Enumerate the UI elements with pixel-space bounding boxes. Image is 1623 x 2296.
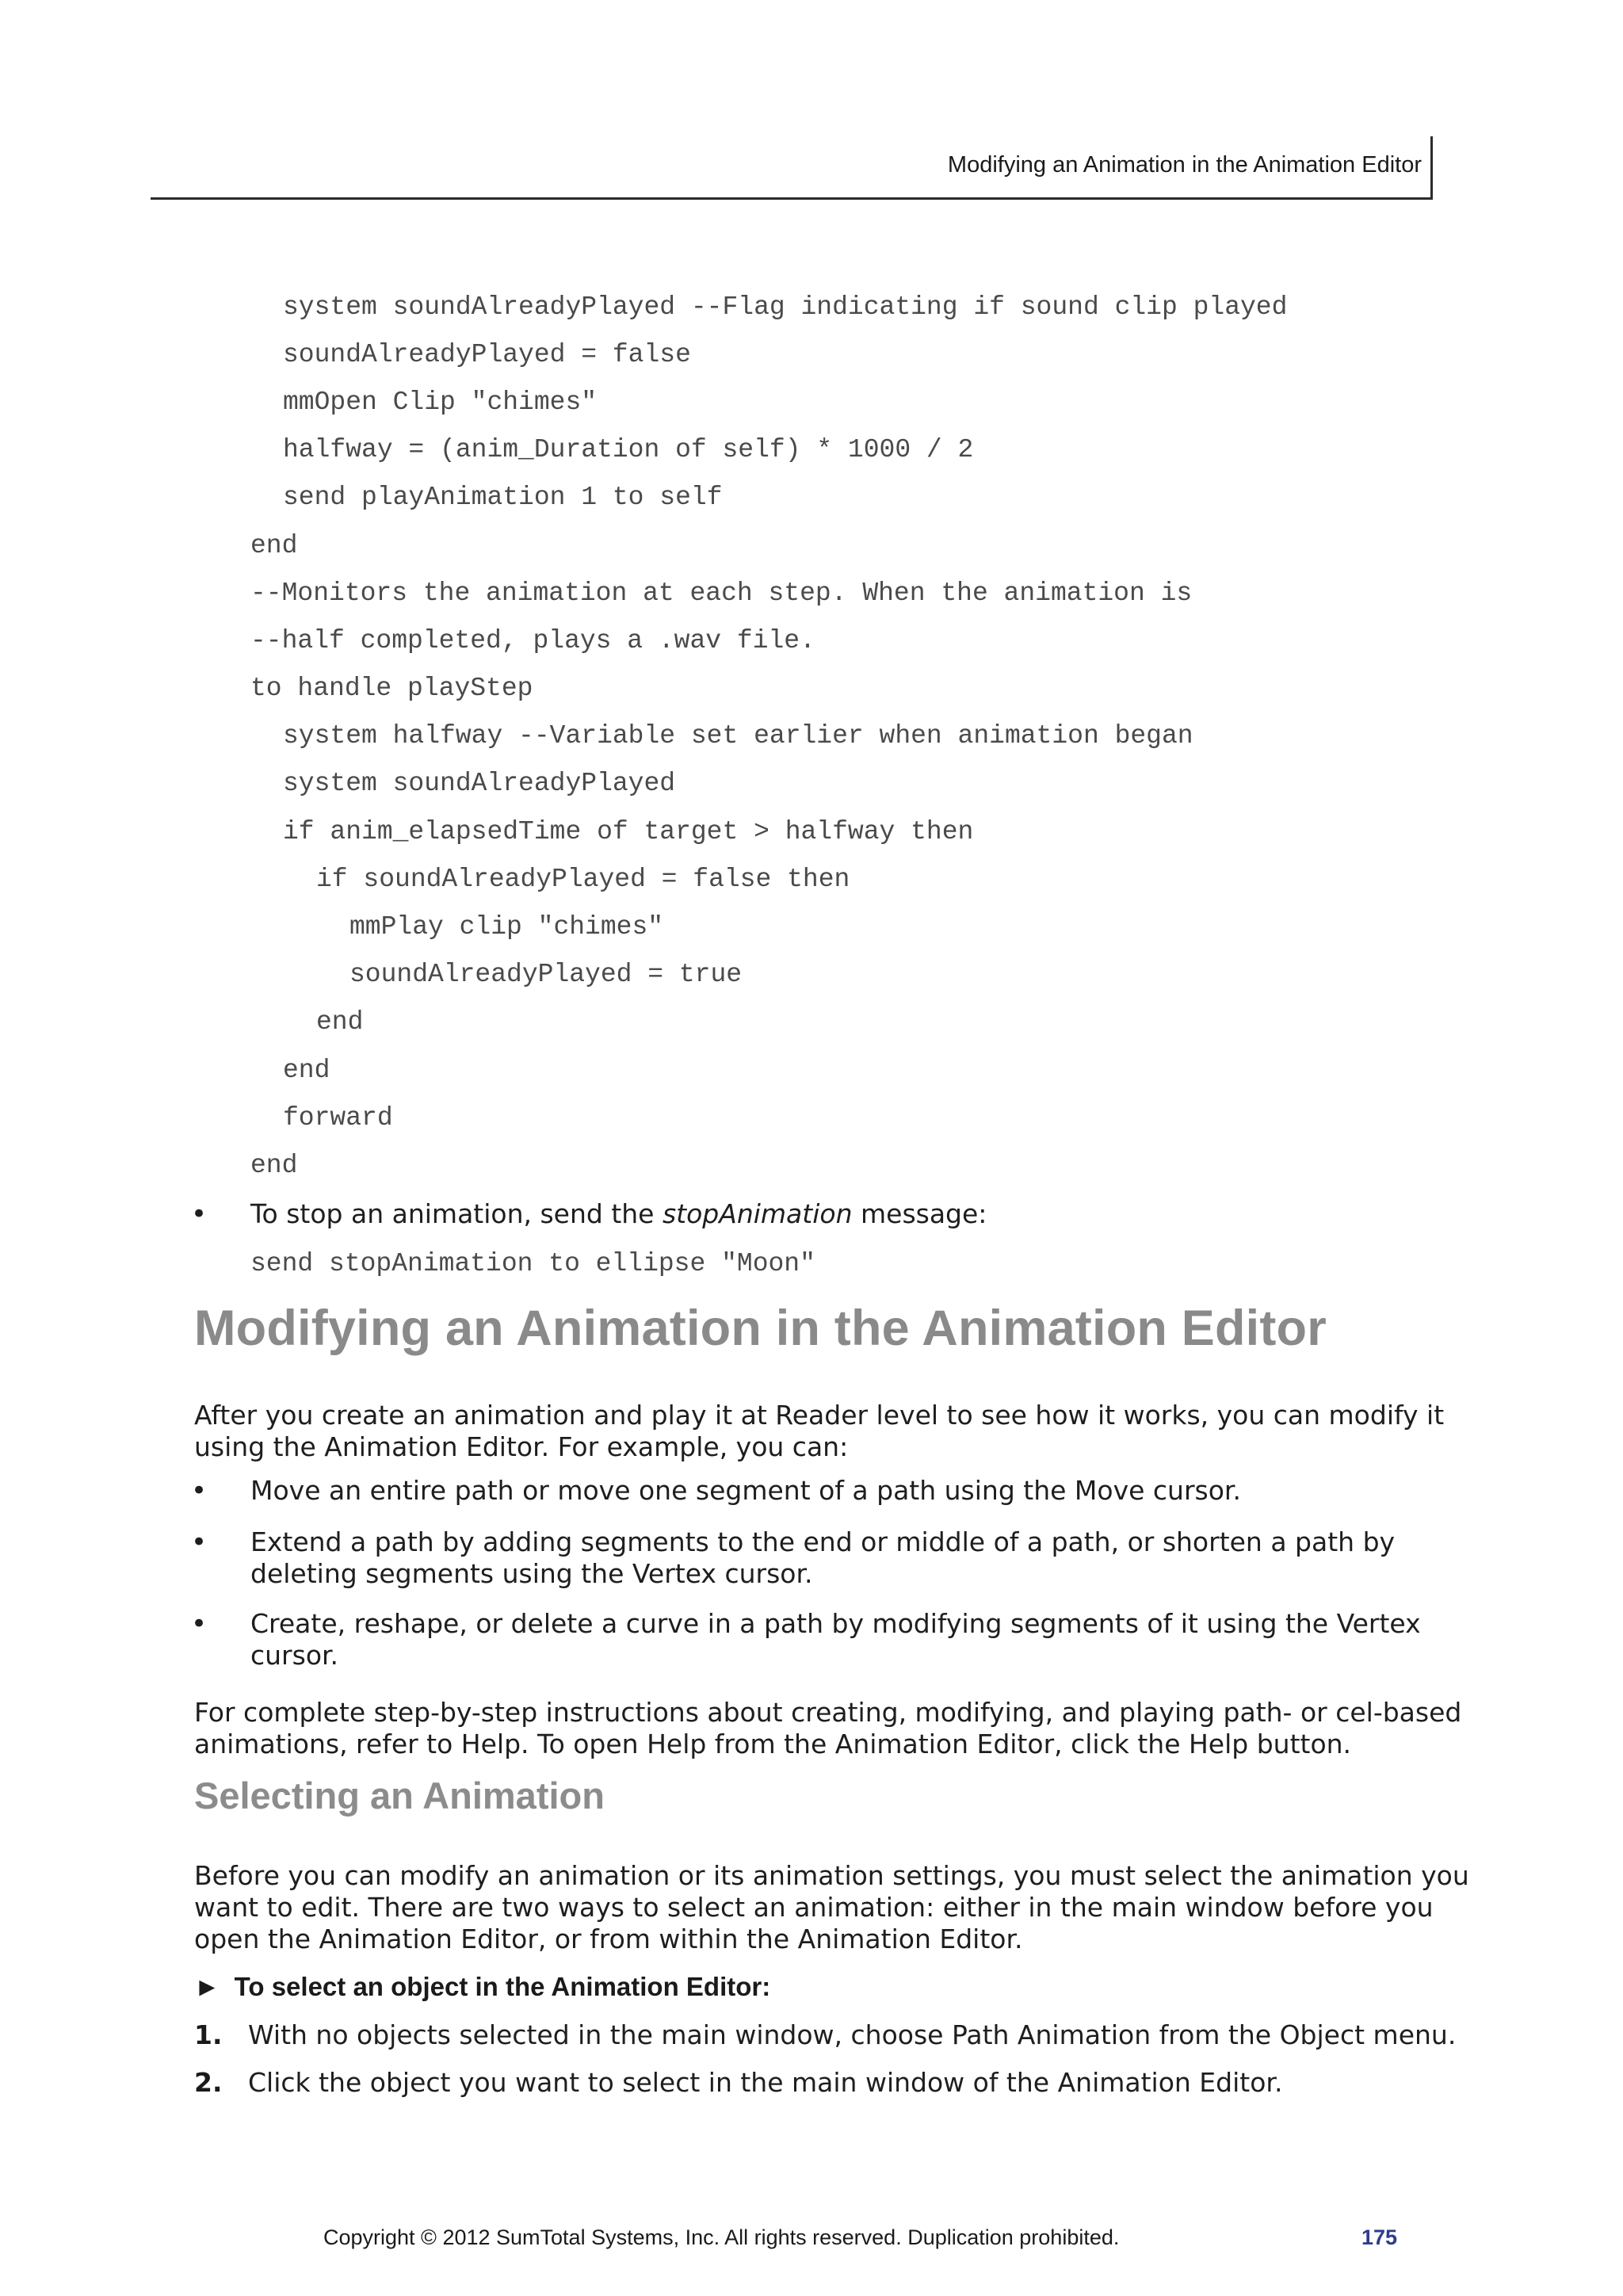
bullet-marker: • <box>191 1608 208 1640</box>
code-line: if soundAlreadyPlayed = false then <box>316 865 850 894</box>
procedure-heading <box>194 1972 770 2002</box>
step-text: With no objects selected in the main window, choose Path Animation from the Object menu. <box>248 2019 1457 2050</box>
code-line: end <box>250 531 298 560</box>
copyright-footer: Copyright © 2012 SumTotal Systems, Inc. All rights reserved. Duplication prohibited. <box>323 2225 1120 2249</box>
bullet-marker: • <box>191 1475 208 1507</box>
subsection-body-line: open the Animation Editor, or from within the Animation Editor. <box>194 1924 1023 1954</box>
step-number: 1. <box>194 2019 223 2050</box>
page-number: 175 <box>1361 2225 1398 2249</box>
subsection-body-line: want to edit. There are two ways to select an animation: either in the main window before you <box>194 1892 1434 1923</box>
running-header: Modifying an Animation in the Animation Editor <box>947 152 1422 178</box>
procedure-title: To select an object in the Animation Editor: <box>234 1972 771 2001</box>
stop-suffix: message: <box>852 1198 987 1229</box>
step-number: 2. <box>194 2067 223 2098</box>
code-line: end <box>283 1056 330 1085</box>
code-line: --Monitors the animation at each step. When the animation is <box>250 579 1193 608</box>
code-line: soundAlreadyPlayed = true <box>349 960 743 989</box>
bullet-marker: • <box>191 1526 208 1558</box>
header-rule <box>151 197 1433 200</box>
code-line: forward <box>283 1103 393 1133</box>
code-line: if anim_elapsedTime of target > halfway then <box>283 817 974 846</box>
code-line: mmPlay clip "chimes" <box>349 912 664 942</box>
code-line: mmOpen Clip "chimes" <box>283 388 598 417</box>
code-line: send playAnimation 1 to self <box>283 483 723 512</box>
code-line: --half completed, plays a .wav file. <box>250 626 815 655</box>
step-text: Click the object you want to select in the main window of the Animation Editor. <box>248 2067 1283 2098</box>
code-line: halfway = (anim_Duration of self) * 1000 / 2 <box>283 435 974 464</box>
list-item-continued: deleting segments using the Vertex cursor. <box>250 1558 813 1589</box>
stop-emphasis: stopAnimation <box>662 1198 853 1229</box>
help-line: For complete step-by-step instructions about creating, modifying, and playing path- or cel-based <box>194 1697 1462 1728</box>
header-tick <box>1430 136 1433 200</box>
list-item: Create, reshape, or delete a curve in a path by modifying segments of it using the Vertex <box>250 1608 1421 1639</box>
code-line: system halfway --Variable set earlier when animation began <box>283 721 1193 751</box>
list-item-continued: cursor. <box>250 1640 339 1671</box>
stop-prefix: To stop an animation, send the <box>250 1198 663 1229</box>
code-line: end <box>250 1151 298 1180</box>
intro-line: using the Animation Editor. For example, you can: <box>194 1431 849 1462</box>
subsection-body-line: Before you can modify an animation or its animation settings, you must select the animation you <box>194 1860 1469 1891</box>
code-line: to handle playStep <box>250 674 533 703</box>
code-line: end <box>316 1007 364 1037</box>
intro-line: After you create an animation and play it at Reader level to see how it works, you can modify it <box>194 1400 1445 1431</box>
triangle-arrow-icon: ► <box>194 1972 220 2001</box>
code-line-stop: send stopAnimation to ellipse "Moon" <box>250 1249 815 1278</box>
subsection-heading: Selecting an Animation <box>194 1775 605 1817</box>
code-line: system soundAlreadyPlayed <box>283 769 676 798</box>
code-line: soundAlreadyPlayed = false <box>283 340 691 369</box>
section-heading: Modifying an Animation in the Animation Editor <box>194 1301 1327 1356</box>
stop-animation-text <box>250 1198 987 1230</box>
bullet-marker: • <box>191 1198 208 1230</box>
list-item: Extend a path by adding segments to the end or middle of a path, or shorten a path by <box>250 1526 1396 1557</box>
help-line: animations, refer to Help. To open Help from the Animation Editor, click the Help button. <box>194 1729 1352 1759</box>
list-item: Move an entire path or move one segment of a path using the Move cursor. <box>250 1475 1241 1506</box>
code-line: system soundAlreadyPlayed --Flag indicating if sound clip played <box>283 292 1288 322</box>
